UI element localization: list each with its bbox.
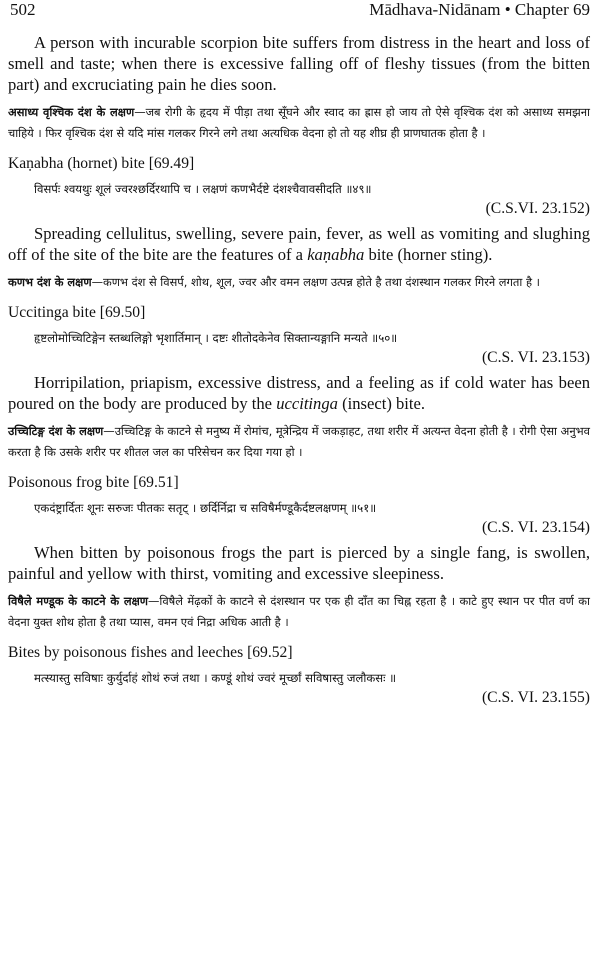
- hindi-paragraph-uccitinga: [8, 421, 590, 463]
- english-text: When bitten by poisonous frogs the part is pierced by a single fang, is swollen, painful and yellow with thirst, vomiting and excessive sleepiness.: [8, 543, 590, 583]
- section-heading-kanabha: Kaṇabha (hornet) bite [69.49]: [8, 155, 195, 172]
- italic-term: kaṇabha: [307, 245, 365, 264]
- page-header: [8, 0, 590, 26]
- sanskrit-verse-kanabha: विसर्पः श्वयथुः शूलं ज्वरश्छर्दिरथापि च । लक्षणं कणभैर्दष्टे दंशश्चैवावसीदति ॥४९॥: [34, 182, 372, 196]
- intro-hindi-paragraph: [8, 102, 590, 144]
- hindi-text: —कणभ दंश से विसर्प, शोथ, शूल, ज्वर और वमन लक्षण उत्पन्न होते है तथा दंशस्थान गलकर गिरने लगता है ।: [91, 275, 540, 289]
- page-number: 502: [10, 0, 36, 19]
- italic-term: uccitinga: [276, 394, 338, 413]
- english-paragraph-uccitinga: [8, 372, 590, 414]
- section-heading-frog: Poisonous frog bite [69.51]: [8, 474, 179, 491]
- section-heading-uccitinga: Uccitinga bite [69.50]: [8, 304, 146, 321]
- verse-reference-uccitinga: (C.S. VI. 23.153): [481, 349, 590, 366]
- intro-english-paragraph: A person with incurable scorpion bite suffers from distress in the heart and loss of smell and taste; when there is excessive falling off of fleshy tissues (from the bitten part) and excruciating pain he dies soon.: [8, 33, 590, 94]
- verse-reference-kanabha: (C.S.VI. 23.152): [485, 200, 590, 217]
- hindi-lead-heading: उच्चिटिङ्ग दंश के लक्षण: [8, 424, 104, 438]
- english-text: Spreading cellulitus, swelling, severe pain, fever, as well as vomiting and slughing off of the site of the bite are the features of a: [8, 224, 590, 264]
- running-title: Mādhava-Nidānam • Chapter 69: [369, 0, 590, 19]
- hindi-paragraph-kanabha: [8, 272, 590, 293]
- verse-reference-fishes-leeches: (C.S. VI. 23.155): [481, 689, 590, 706]
- english-text: bite (horner sting).: [364, 245, 493, 264]
- hindi-lead-heading: असाध्य वृश्चिक दंश के लक्षण: [8, 105, 135, 119]
- sanskrit-verse-uccitinga: हृष्टलोमोच्चिटिङ्गेन स्तब्धलिङ्गो भृशार्तिमान् । दष्टः शीतोदकेनेव सिक्तान्यङ्गानि मन्यते ॥५०॥: [34, 331, 398, 345]
- hindi-lead-heading: कणभ दंश के लक्षण: [8, 275, 92, 289]
- english-paragraph-frog: [8, 542, 590, 584]
- hindi-text: —विषैले मेंढ़कों के काटने से दंशस्थान पर एक ही दाँत का चिह्न रहता है । काटे हुए स्थान पर पीत वर्ण का वेदना युक्त शोथ होता है तथा प्यास, वमन एवं निद्रा अधिक आती है ।: [8, 594, 590, 629]
- hindi-text: —जब रोगी के हृदय में पीड़ा तथा सूँघने और स्वाद का ह्रास हो जाय तो ऐसे वृश्चिक दंश को असाध्य समझना चाहिये । फिर वृश्चिक दंश से यदि मांस गलकर गिरने लगे तथा अत्यधिक वेदना हो तो यह शीघ्र ही प्राणघातक होता है ।: [8, 105, 590, 140]
- english-text: Horripilation, priapism, excessive distress, and a feeling as if cold water has been poured on the body are produced by the: [8, 373, 590, 413]
- english-paragraph-kanabha: [8, 223, 590, 265]
- verse-reference-frog: (C.S. VI. 23.154): [481, 519, 590, 536]
- english-text: (insect) bite.: [337, 394, 426, 413]
- sanskrit-verse-frog: एकदंष्ट्रार्दितः शूनः सरुजः पीतकः सतृट् । छर्दिर्निद्रा च सविषैर्मण्डूकैर्दष्टलक्षणम् ॥५१॥: [34, 501, 377, 515]
- section-heading-fishes-leeches: Bites by poisonous fishes and leeches [69.52]: [8, 644, 293, 661]
- hindi-paragraph-frog: [8, 591, 590, 633]
- hindi-text: —उच्चिटिङ्ग के काटने से मनुष्य में रोमांच, मूत्रेन्द्रिय में जकड़ाहट, तथा शरीर में अत्यन्त वेदना होती है । रोगी ऐसा अनुभव करता है कि उसके शरीर पर शीतल जल का परिसेचन कर दिया गया हो ।: [8, 424, 591, 459]
- sanskrit-verse-fishes-leeches: मत्स्यास्तु सविषाः कुर्युर्दाहं शोथं रुजं तथा । कण्डूं शोथं ज्वरं मूर्च्छां सविषास्तु जलौकसः ॥: [34, 671, 397, 685]
- hindi-lead-heading: विषैले मण्डूक के काटने के लक्षण: [8, 594, 148, 608]
